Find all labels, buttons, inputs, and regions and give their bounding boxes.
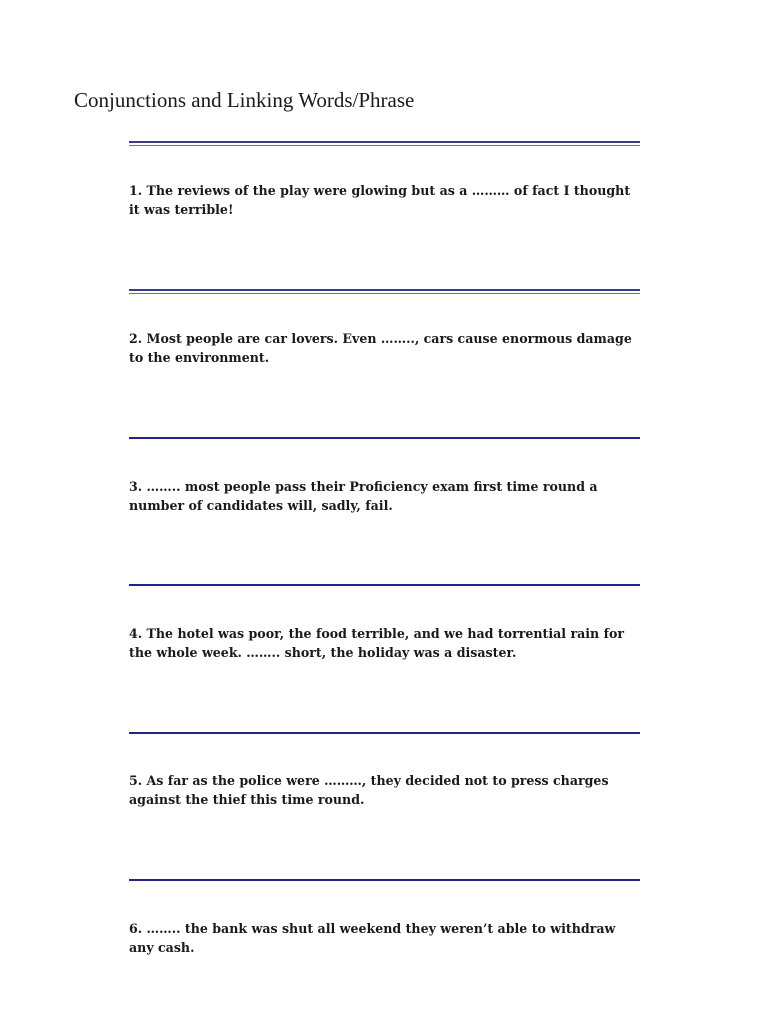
question-1: 1. The reviews of the play were glowing but as a ……… of fact I thought it was terrible! <box>129 183 631 217</box>
divider-line <box>129 732 640 734</box>
page-title: Conjunctions and Linking Words/Phrase <box>74 88 415 112</box>
divider-line <box>129 141 640 146</box>
question-4: 4. The hotel was poor, the food terrible, and we had torrential rain for the whole week. …….. short, the holiday was a disaster. <box>129 626 625 660</box>
question-3: 3. …….. most people pass their Proficiency exam first time round a number of candidates will, sadly, fail. <box>129 479 598 513</box>
divider-line <box>129 289 640 294</box>
question-6: 6. …….. the bank was shut all weekend they weren’t able to withdraw any cash. <box>129 921 616 955</box>
divider-line <box>129 437 640 439</box>
question-5: 5. As far as the police were ………, they decided not to press charges against the thief this time round. <box>129 773 609 807</box>
divider-line <box>129 879 640 881</box>
question-2: 2. Most people are car lovers. Even …….., cars cause enormous damage to the environment. <box>129 331 632 365</box>
divider-line <box>129 584 640 586</box>
